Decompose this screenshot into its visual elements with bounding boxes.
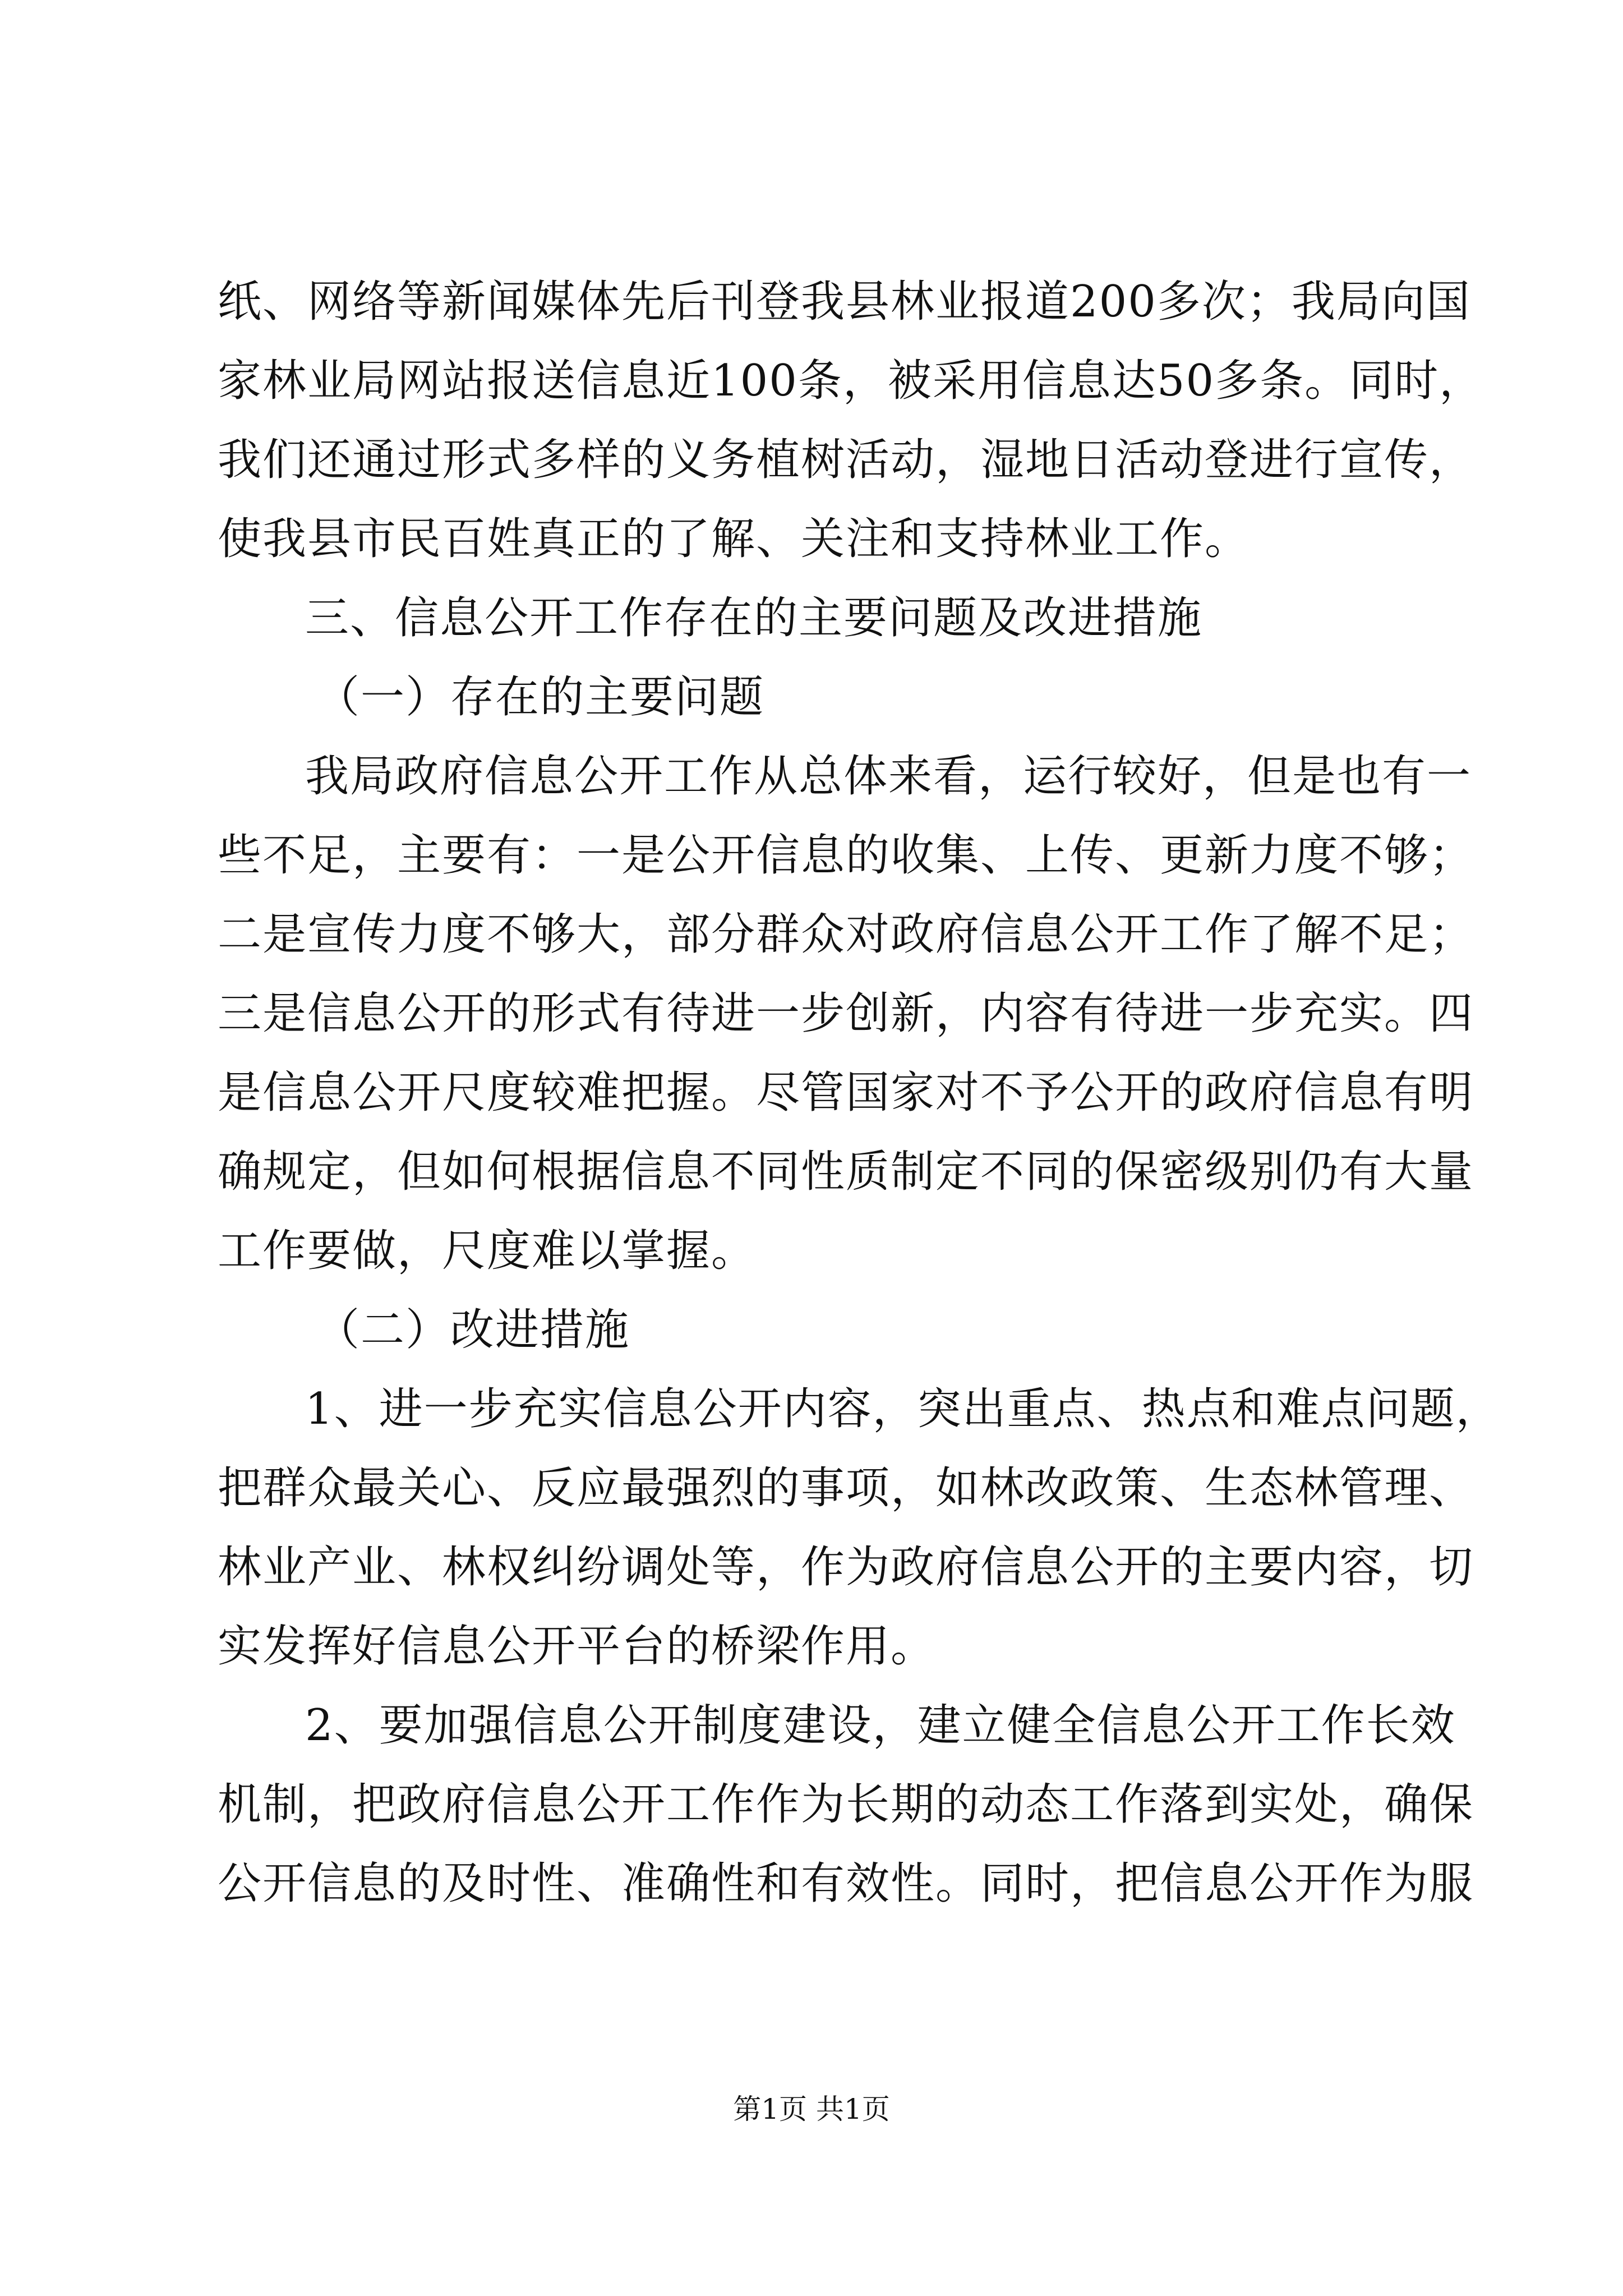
text-line: 三是信息公开的形式有待进一步创新，内容有待进一步充实。四 <box>218 988 1474 1039</box>
page-number-footer: 第1页 共1页 <box>733 2093 890 2125</box>
paragraph-first-line: 我局政府信息公开工作从总体来看，运行较好，但是也有一 <box>305 751 1472 802</box>
text-line: 实发挥好信息公开平台的桥梁作用。 <box>218 1621 936 1672</box>
text-line: 确规定，但如何根据信息不同性质制定不同的保密级别仍有大量 <box>218 1147 1474 1197</box>
text-line: 些不足，主要有：一是公开信息的收集、上传、更新力度不够； <box>218 830 1474 881</box>
text-line: 使我县市民百姓真正的了解、关注和支持林业工作。 <box>218 514 1250 564</box>
text-line: 纸、网络等新闻媒体先后刊登我县林业报道200多次；我局向国 <box>218 277 1471 327</box>
text-line: 机制，把政府信息公开工作作为长期的动态工作落到实处，确保 <box>218 1779 1474 1830</box>
paragraph-first-line: 1、进一步充实信息公开内容，突出重点、热点和难点问题， <box>305 1384 1501 1434</box>
text-line: 是信息公开尺度较难把握。尽管国家对不予公开的政府信息有明 <box>218 1068 1474 1118</box>
paragraph-first-line: 2、要加强信息公开制度建设，建立健全信息公开工作长效 <box>305 1700 1456 1751</box>
text-line: 二是宣传力度不够大，部分群众对政府信息公开工作了解不足； <box>218 909 1474 960</box>
text-line: 我们还通过形式多样的义务植树活动，湿地日活动登进行宣传， <box>218 435 1474 485</box>
text-line: 林业产业、林权纠纷调处等，作为政府信息公开的主要内容，切 <box>218 1542 1474 1593</box>
text-line: 工作要做，尺度难以掌握。 <box>218 1226 757 1276</box>
subsection-heading: （二）改进措施 <box>316 1305 630 1355</box>
text-line: 公开信息的及时性、准确性和有效性。同时，把信息公开作为服 <box>218 1858 1474 1909</box>
section-heading: 三、信息公开工作存在的主要问题及改进措施 <box>305 593 1203 643</box>
text-line: 家林业局网站报送信息近100条，被采用信息达50多条。同时， <box>218 356 1484 406</box>
subsection-heading: （一）存在的主要问题 <box>316 672 765 723</box>
text-line: 把群众最关心、反应最强烈的事项，如林改政策、生态林管理、 <box>218 1463 1474 1513</box>
